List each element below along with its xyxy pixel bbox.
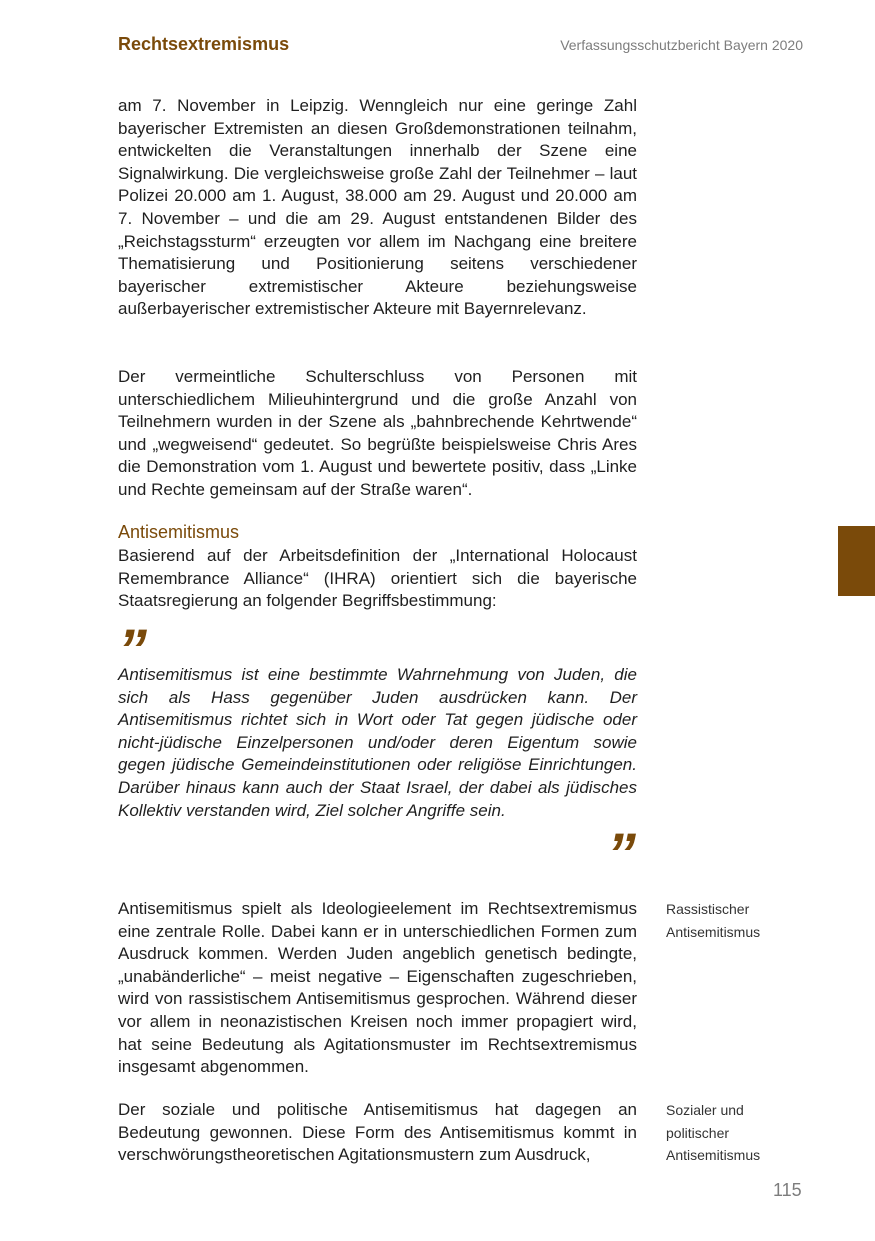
body-paragraph-2 (118, 366, 637, 502)
publication-title: Verfassungsschutzbericht Bayern 2020 (560, 37, 803, 53)
paragraph-text: Der vermeintliche Schulterschluss von Personen mit unterschiedlichem Milieuhintergrund und die große Anzahl von Teilnehmern wurden in der Szene als „bahnbrechende Kehrtwende“ und „wegweisend“ gedeutet. So begrüßte beispielsweise Chris Ares die Demonstration vom 1. August und bewertete positiv, dass „Linke und Rechte gemeinsam auf der Straße waren“. (118, 367, 637, 499)
definition-quote (118, 664, 637, 822)
body-paragraph-3 (118, 545, 637, 613)
quote-close-mark-icon: ” (607, 822, 632, 887)
margin-note-rassistischer-antisemitismus: Rassistischer Antisemitismus (666, 901, 761, 940)
body-paragraph-1 (118, 95, 637, 321)
paragraph-text: Der soziale und politische Antisemitismus hat dagegen an Bedeutung gewonnen. Diese Form des Antisemitismus kommt in verschwörungstheoretischen Agitationsmustern zum Ausdruck, (118, 1100, 637, 1165)
body-paragraph-5 (118, 1099, 637, 1167)
page-number: 115 (773, 1180, 802, 1200)
quote-text: Antisemitismus ist eine bestimmte Wahrnehmung von Juden, die sich als Hass gegenüber Juden ausdrücken kann. Der Antisemitismus richtet sich in Wort oder Tat gegen jüdische oder nicht-jüdische Einzelpersonen und/oder deren Eigentum sowie gegen jüdische Gemeindeinstitutionen oder religiöse Einrichtungen. Darüber hinaus kann auch der Staat Israel, der dabei als jüdisches Kollektiv verstanden wird, Ziel solcher Angriffe sein. (118, 665, 637, 820)
subheading-antisemitismus: Antisemitismus (118, 522, 240, 542)
paragraph-text: Antisemitismus spielt als Ideologieelement im Rechtsextremismus eine zentrale Rolle. Dabei kann er in unterschiedlichen Formen zum Ausdruck kommen. Werden Juden angeblich genetisch bedingte, „unabänderliche“ – meist negative – Eigenschaften zugeschrieben, wird von rassistischem Antisemitismus gesprochen. Während dieser vor allem in neonazistischen Kreisen noch immer propagiert wird, hat seine Bedeutung als Agitationsmuster im Rechtsextremismus insgesamt abgenommen. (118, 899, 637, 1077)
paragraph-text: am 7. November in Leipzig. Wenngleich nur eine geringe Zahl bayerischer Extremisten an diesen Großdemonstrationen teilnahm, entwickelten die Veranstaltungen innerhalb der Szene eine Signalwirkung. Die vergleichsweise große Zahl der Teilnehmer – laut Polizei 20.000 am 1. August, 38.000 am 29. August und 20.000 am 7. November – und die am 29. August entstandenen Bilder des „Reichstagssturm“ erzeugten vor allem im Nachgang eine breitere Thematisierung und Positionierung seitens verschiedener bayerischer extremistischer Akteure beziehungsweise außerbayerischer extremistischer Akteure mit Bayernrelevanz. (118, 96, 637, 319)
paragraph-text: Basierend auf der Arbeitsdefinition der „International Holocaust Remembrance Alliance“ (IHRA) orientiert sich die bayerische Staatsregierung an folgender Begriffsbestimmung: (118, 546, 637, 611)
body-paragraph-4 (118, 898, 637, 1079)
margin-note-sozialer-antisemitismus: Sozialer und politischer Antisemitismus (666, 1102, 761, 1164)
quote-open-mark-icon: ” (118, 618, 143, 683)
chapter-tab-marker (838, 526, 875, 596)
section-title: Rechtsextremismus (118, 34, 290, 54)
